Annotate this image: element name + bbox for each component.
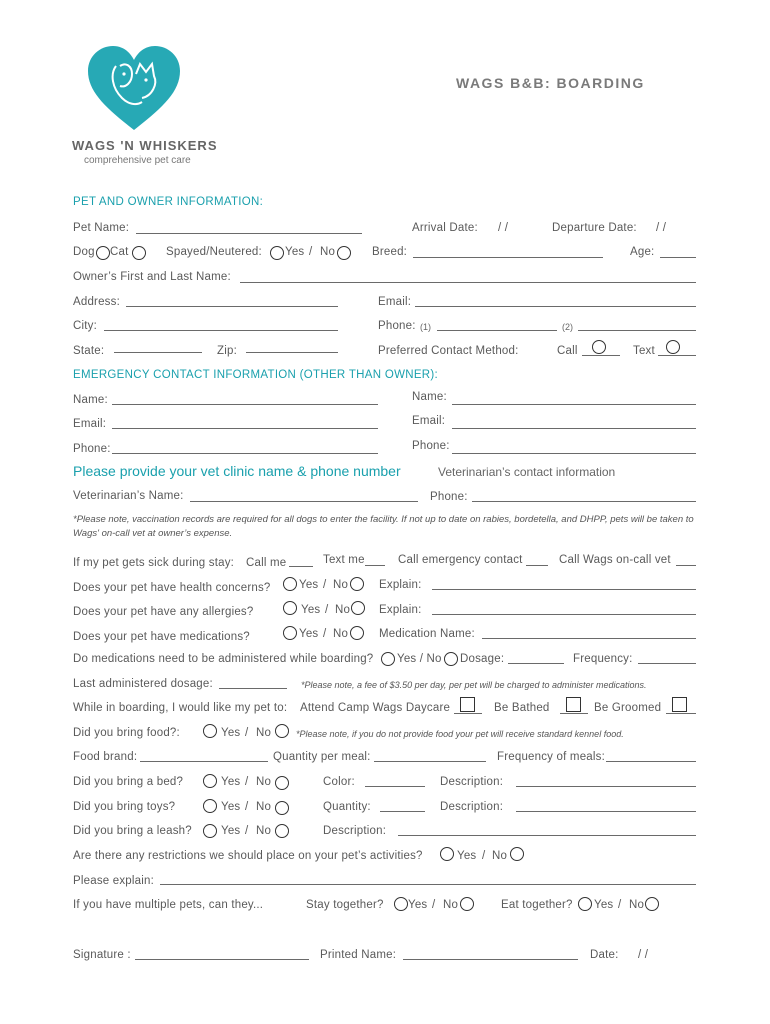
sick-label: If my pet gets sick during stay: [73, 557, 235, 569]
toys-no-radio[interactable] [275, 801, 289, 815]
emergency-phone-2-field[interactable] [452, 453, 696, 454]
medications-no-label: No [333, 628, 349, 640]
restrictions-yes-radio[interactable] [440, 847, 454, 861]
vet-prompt: Please provide your vet clinic name & phone number [73, 463, 401, 479]
text-me-line[interactable] [365, 565, 385, 566]
restrictions-no-radio[interactable] [510, 847, 524, 861]
call-me-label: Call me [246, 557, 287, 569]
stay-no-radio[interactable] [460, 897, 474, 911]
stay-no-label: No [443, 899, 459, 911]
signature-field[interactable] [135, 959, 309, 960]
emergency-email-2-label: Email: [412, 415, 446, 427]
call-me-line[interactable] [289, 566, 313, 567]
cat-radio[interactable] [132, 246, 146, 260]
restrictions-slash: / [482, 850, 486, 862]
medications-slash: / [323, 628, 327, 640]
emergency-email-2-field[interactable] [452, 428, 696, 429]
leash-description-label: Description: [323, 825, 387, 837]
email-label: Email: [378, 296, 412, 308]
text-line [658, 355, 696, 356]
call-radio[interactable] [592, 340, 606, 354]
section-title-emergency: EMERGENCY CONTACT INFORMATION (OTHER THAN OWNER): [73, 369, 439, 381]
allergies-slash: / [325, 604, 329, 616]
eat-no-radio[interactable] [645, 897, 659, 911]
please-explain-field[interactable] [160, 884, 696, 885]
quantity-meal-label: Quantity per meal: [273, 751, 371, 763]
city-field[interactable] [104, 330, 338, 331]
allergies-yes-radio[interactable] [283, 601, 297, 615]
call-emergency-line[interactable] [526, 565, 548, 566]
fee-note: *Please note, a fee of $3.50 per day, per pet will be charged to administer medications. [301, 680, 647, 690]
phone-2-field[interactable] [578, 330, 696, 331]
administer-yes-no-label: Yes / No [397, 653, 442, 665]
section-title-pet-owner: PET AND OWNER INFORMATION: [73, 196, 264, 208]
call-wags-label: Call Wags on-call vet [559, 554, 671, 566]
administer-label: Do medications need to be administered while boarding? [73, 653, 374, 665]
dosage-field[interactable] [508, 663, 564, 664]
leash-yes-label: Yes [221, 825, 241, 837]
city-label: City: [73, 320, 97, 332]
bathed-checkbox[interactable] [566, 697, 581, 712]
eat-yes-radio[interactable] [578, 897, 592, 911]
emergency-phone-2-label: Phone: [412, 440, 450, 452]
brand-tagline: comprehensive pet care [84, 155, 191, 166]
allergies-no-radio[interactable] [351, 601, 365, 615]
allergies-yes-label: Yes [301, 604, 321, 616]
camp-checkbox[interactable] [460, 697, 475, 712]
departure-date-field[interactable]: / / [656, 222, 667, 234]
printed-name-field[interactable] [403, 959, 578, 960]
brand-name: WAGS 'N WHISKERS [72, 138, 218, 153]
quantity-meal-field[interactable] [374, 761, 486, 762]
bed-description-label: Description: [440, 776, 504, 788]
leash-description-field[interactable] [398, 835, 696, 836]
frequency-label: Frequency: [573, 653, 633, 665]
text-me-label: Text me [323, 554, 365, 566]
multiple-pets-label: If you have multiple pets, can they... [73, 899, 264, 911]
toys-yes-radio[interactable] [203, 799, 217, 813]
state-label: State: [73, 345, 105, 357]
breed-field[interactable] [413, 257, 603, 258]
phone-1-field[interactable] [437, 330, 557, 331]
restrictions-no-label: No [492, 850, 508, 862]
concerns-explain-field[interactable] [432, 589, 696, 590]
phone-label: Phone: [378, 320, 416, 332]
groomed-checkbox[interactable] [672, 697, 687, 712]
logo [86, 44, 182, 134]
emergency-email-field[interactable] [112, 428, 378, 429]
pet-name-field[interactable] [136, 233, 362, 234]
food-yes-radio[interactable] [203, 724, 217, 738]
dog-label: Dog [73, 246, 95, 258]
arrival-date-field[interactable]: / / [498, 222, 509, 234]
food-brand-label: Food brand: [73, 751, 138, 763]
food-yes-label: Yes [221, 727, 241, 739]
call-emergency-label: Call emergency contact [398, 554, 523, 566]
stay-yes-label: Yes [408, 899, 428, 911]
administer-no-radio[interactable] [444, 652, 458, 666]
concerns-no-radio[interactable] [350, 577, 364, 591]
bed-color-label: Color: [323, 776, 355, 788]
bed-question-label: Did you bring a bed? [73, 776, 184, 788]
zip-field[interactable] [246, 352, 338, 353]
stay-slash: / [432, 899, 436, 911]
frequency-meals-label: Frequency of meals: [497, 751, 605, 763]
bed-color-field[interactable] [365, 786, 425, 787]
toys-yes-label: Yes [221, 801, 241, 813]
owner-name-label: Owner’s First and Last Name: [73, 271, 231, 283]
food-note: *Please note, if you do not provide food your pet will receive standard kennel food. [296, 729, 624, 739]
breed-label: Breed: [372, 246, 408, 258]
date-label: Date: [590, 949, 619, 961]
concerns-explain-label: Explain: [379, 579, 422, 591]
spayed-no-radio[interactable] [337, 246, 351, 260]
medications-yes-radio[interactable] [283, 626, 297, 640]
stay-yes-radio[interactable] [394, 897, 408, 911]
concerns-slash: / [323, 579, 327, 591]
toys-description-field[interactable] [516, 811, 696, 812]
food-slash: / [245, 727, 249, 739]
frequency-meals-field[interactable] [606, 761, 696, 762]
spayed-slash: / [309, 246, 313, 258]
medications-label: Does your pet have medications? [73, 631, 250, 643]
bathed-line [560, 713, 588, 714]
emergency-email-label: Email: [73, 418, 107, 430]
zip-label: Zip: [217, 345, 237, 357]
spayed-yes-radio[interactable] [270, 246, 284, 260]
emergency-name-label: Name: [73, 394, 108, 406]
food-question-label: Did you bring food?: [73, 727, 180, 739]
vet-phone-label: Phone: [430, 491, 468, 503]
text-radio[interactable] [666, 340, 680, 354]
state-field[interactable] [114, 352, 202, 353]
address-field[interactable] [126, 306, 338, 307]
dosage-label: Dosage: [460, 653, 505, 665]
last-dosage-label: Last administered dosage: [73, 678, 213, 690]
age-field[interactable] [660, 257, 696, 258]
dog-radio[interactable] [96, 246, 110, 260]
vet-contact-info: Veterinarian’s contact information [438, 465, 616, 479]
printed-name-label: Printed Name: [320, 949, 397, 961]
concerns-yes-radio[interactable] [283, 577, 297, 591]
allergies-no-label: No [335, 604, 351, 616]
eat-slash: / [618, 899, 622, 911]
pet-name-label: Pet Name: [73, 222, 130, 234]
toys-question-label: Did you bring toys? [73, 801, 176, 813]
last-dosage-field[interactable] [219, 688, 287, 689]
text-label: Text [633, 345, 655, 357]
medications-yes-label: Yes [299, 628, 319, 640]
leash-no-radio[interactable] [275, 824, 289, 838]
while-boarding-label: While in boarding, I would like my pet to: [73, 702, 288, 714]
food-no-radio[interactable] [275, 724, 289, 738]
departure-date-label: Departure Date: [552, 222, 637, 234]
medication-name-label: Medication Name: [379, 628, 475, 640]
vet-name-field[interactable] [190, 501, 418, 502]
cat-label: Cat [110, 246, 129, 258]
camp-label: Attend Camp Wags Daycare [300, 702, 451, 714]
heart-logo-icon [86, 44, 182, 134]
preferred-contact-label: Preferred Contact Method: [378, 345, 519, 357]
call-label: Call [557, 345, 578, 357]
age-label: Age: [630, 246, 655, 258]
medications-no-radio[interactable] [350, 626, 364, 640]
call-wags-line[interactable] [676, 565, 696, 566]
call-line [582, 355, 620, 356]
groomed-label: Be Groomed [594, 702, 662, 714]
leash-question-label: Did you bring a leash? [73, 825, 192, 837]
eat-no-label: No [629, 899, 645, 911]
bed-description-field[interactable] [516, 786, 696, 787]
please-explain-label: Please explain: [73, 875, 154, 887]
vet-name-label: Veterinarian’s Name: [73, 490, 184, 502]
owner-name-field[interactable] [240, 282, 696, 283]
bed-no-label: No [256, 776, 272, 788]
bathed-label: Be Bathed [494, 702, 550, 714]
bed-no-radio[interactable] [275, 776, 289, 790]
phone-2-label: (2) [562, 322, 573, 332]
emergency-name-field[interactable] [112, 404, 378, 405]
allergies-explain-field[interactable] [432, 614, 696, 615]
toys-description-label: Description: [440, 801, 504, 813]
bed-yes-radio[interactable] [203, 774, 217, 788]
signature-label: Signature : [73, 949, 131, 961]
spayed-label: Spayed/Neutered: [166, 246, 262, 258]
emergency-phone-label: Phone: [73, 443, 111, 455]
groomed-line [666, 713, 696, 714]
spayed-yes-label: Yes [285, 246, 305, 258]
vaccination-note: *Please note, vaccination records are required for all dogs to enter the facility. If not up to date on rabies, bordetella, and DHPP, pets will be taken to Wags' on-call vet at owner’s expense. [73, 514, 694, 539]
food-brand-field[interactable] [140, 761, 268, 762]
phone-1-label: (1) [420, 322, 431, 332]
leash-yes-radio[interactable] [203, 824, 217, 838]
emergency-name-2-field[interactable] [452, 404, 696, 405]
date-field[interactable]: / / [638, 949, 649, 961]
allergies-explain-label: Explain: [379, 604, 422, 616]
administer-yes-radio[interactable] [381, 652, 395, 666]
allergies-label: Does your pet have any allergies? [73, 606, 254, 618]
restrictions-label: Are there any restrictions we should place on your pet’s activities? [73, 850, 423, 862]
camp-line [454, 713, 482, 714]
bed-yes-label: Yes [221, 776, 241, 788]
concerns-yes-label: Yes [299, 579, 319, 591]
toys-quantity-label: Quantity: [323, 801, 371, 813]
email-field[interactable] [415, 306, 696, 307]
toys-quantity-field[interactable] [380, 811, 425, 812]
leash-no-label: No [256, 825, 272, 837]
vet-phone-field[interactable] [472, 501, 696, 502]
concerns-no-label: No [333, 579, 349, 591]
emergency-name-2-label: Name: [412, 391, 447, 403]
address-label: Address: [73, 296, 120, 308]
health-concerns-label: Does your pet have health concerns? [73, 582, 271, 594]
toys-no-label: No [256, 801, 272, 813]
restrictions-yes-label: Yes [457, 850, 477, 862]
medication-name-field[interactable] [482, 638, 696, 639]
toys-slash: / [245, 801, 249, 813]
arrival-date-label: Arrival Date: [412, 222, 478, 234]
emergency-phone-field[interactable] [112, 453, 378, 454]
bed-slash: / [245, 776, 249, 788]
eat-yes-label: Yes [594, 899, 614, 911]
eat-together-label: Eat together? [501, 899, 573, 911]
stay-together-label: Stay together? [306, 899, 384, 911]
food-no-label: No [256, 727, 272, 739]
spayed-no-label: No [320, 246, 336, 258]
leash-slash: / [245, 825, 249, 837]
form-title: WAGS B&B: BOARDING [456, 75, 645, 91]
frequency-field[interactable] [638, 663, 696, 664]
